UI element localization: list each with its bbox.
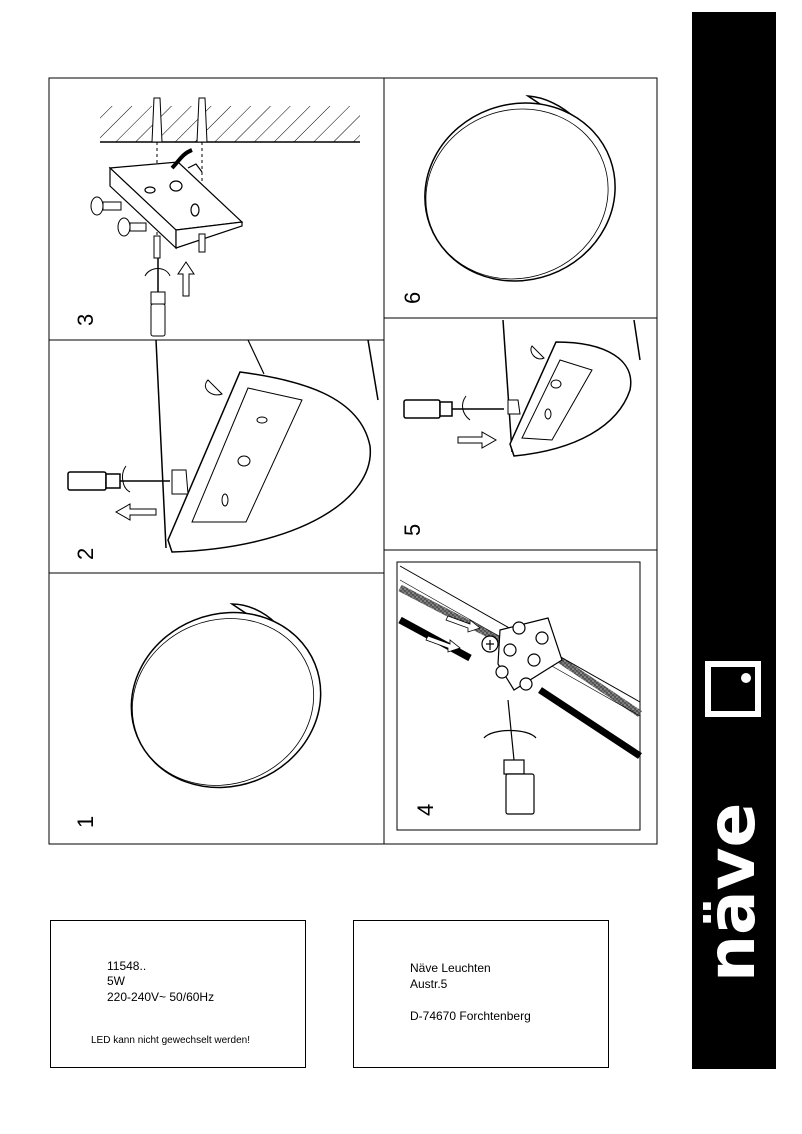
screwdriver-icon — [145, 258, 170, 336]
article-number: 11548.. — [107, 959, 147, 973]
arrow-right-icon — [458, 432, 496, 448]
city: D-74670 Forchtenberg — [410, 1009, 531, 1023]
step-number-6: 6 — [400, 291, 425, 304]
wattage: 5W — [107, 974, 125, 988]
logo-square-icon — [708, 664, 758, 714]
step-number-2: 2 — [73, 547, 98, 560]
arrow-left-icon — [116, 504, 156, 520]
panel-3-mounting — [73, 98, 360, 336]
arrow-up-icon — [178, 262, 194, 296]
step-number-3: 3 — [73, 313, 98, 326]
brand-bar — [692, 12, 776, 1069]
panel-4-wiring — [397, 562, 640, 830]
led-note: LED kann nicht gewechselt werden! — [91, 1035, 250, 1046]
screwdriver-icon — [68, 466, 170, 492]
screwdriver-icon — [404, 396, 504, 420]
step-number-4: 4 — [413, 803, 438, 816]
product-info-box — [50, 920, 306, 1068]
bracket-icon — [110, 162, 242, 248]
company-name: Näve Leuchten — [410, 961, 491, 975]
panel-5-attach — [400, 320, 640, 536]
panel-2-attach — [68, 340, 378, 560]
address-box — [353, 920, 609, 1068]
logo-wordmark: näve — [693, 802, 770, 982]
panel-6-final — [400, 76, 641, 307]
panel-1-overview — [73, 584, 347, 828]
brand-logo — [692, 12, 776, 1069]
step-number-1: 1 — [73, 815, 98, 828]
voltage: 220-240V~ 50/60Hz — [107, 990, 215, 1004]
step-number-5: 5 — [400, 523, 425, 536]
street: Austr.5 — [410, 977, 448, 991]
